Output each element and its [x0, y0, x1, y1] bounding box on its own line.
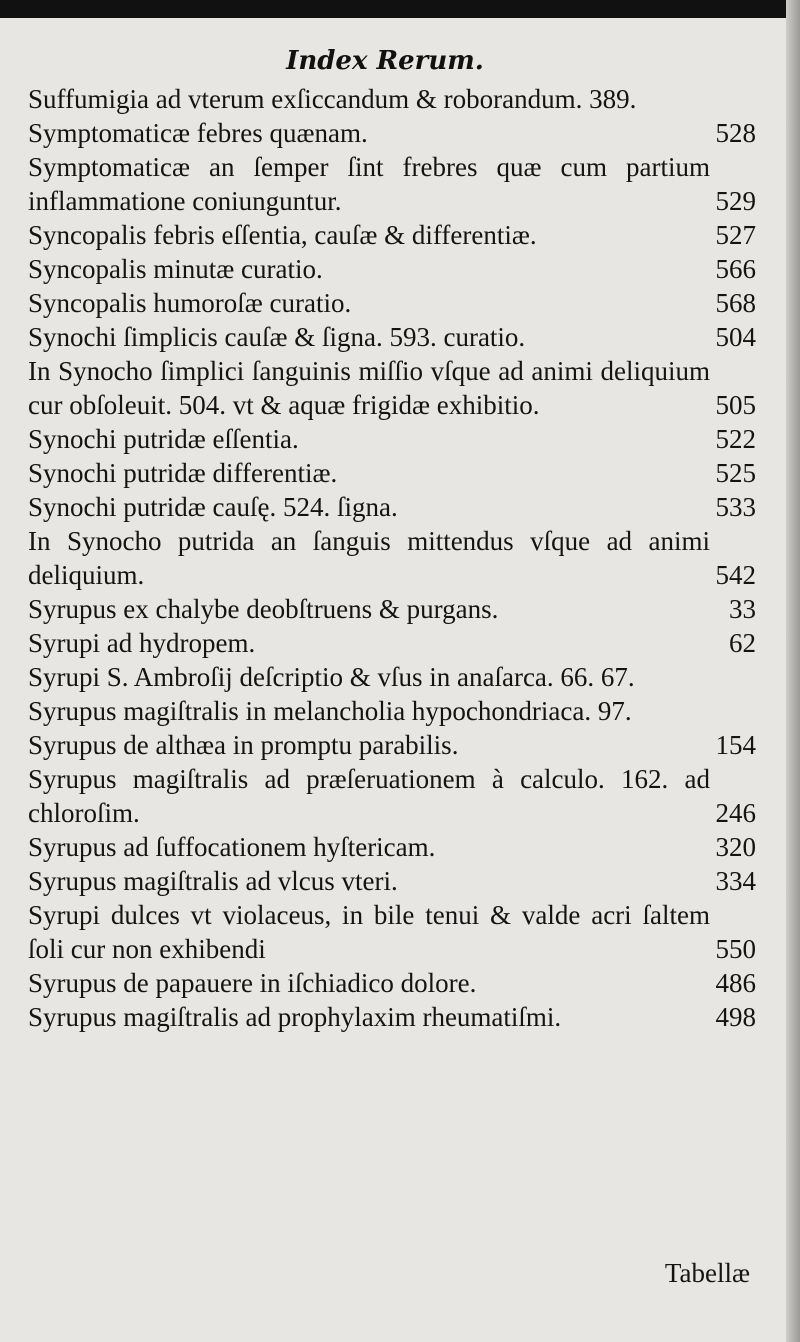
index-entry-text: Syrupus magiſtralis ad vlcus vteri. [28, 866, 398, 896]
page-top-shadow [0, 0, 800, 18]
index-entry [28, 898, 756, 966]
index-entry [28, 218, 756, 252]
index-entry-page: 334 [715, 866, 756, 896]
index-entry-text: Syrupi ad hydropem. [28, 628, 256, 658]
page-right-edge [786, 0, 800, 1342]
index-entry-text: Syrupus magiſtralis ad præſeruationem à calculo. 162. ad chloroſim. [28, 764, 710, 828]
index-entry [28, 966, 756, 1000]
index-entry-text: Syrupi dulces vt violaceus, in bile tenui & valde acri ſaltem ſoli cur non exhibendi [28, 900, 710, 964]
index-entry-text: Syrupus ex chalybe deobſtruens & purgans. [28, 594, 499, 624]
index-entry [28, 660, 756, 694]
index-entry-page: 568 [715, 288, 756, 318]
index-entry-text: Suffumigia ad vterum exſiccandum & roborandum. 389. [28, 84, 637, 114]
running-header: Index Rerum. [286, 46, 484, 76]
index-entry [28, 82, 756, 116]
index-entry-text: Synochi ſimplicis cauſæ & ſigna. 593. curatio. [28, 322, 526, 352]
index-entry-page: 505 [715, 390, 756, 420]
index-entry-page: 33 [729, 594, 756, 624]
index-entry-text: Syrupus de althæa in promptu parabilis. [28, 730, 459, 760]
index-entry-text: Syrupus de papauere in iſchiadico dolore. [28, 968, 477, 998]
index-entry [28, 354, 756, 422]
index-entry-text: Syncopalis febris eſſentia, cauſæ & differentiæ. [28, 220, 537, 250]
index-entry-page: 522 [715, 424, 756, 454]
index-entry [28, 252, 756, 286]
index-entry-text: In Synocho ſimplici ſanguinis miſſio vſque ad animi deliquium cur obſoleuit. 504. vt & aquæ frigidæ exhibitio. [28, 356, 710, 420]
index-entry-page: 550 [715, 934, 756, 964]
index-entry-page: 154 [715, 730, 756, 760]
index-entries [28, 82, 756, 1034]
index-entry [28, 422, 756, 456]
index-entry [28, 116, 756, 150]
index-entry-page: 542 [715, 560, 756, 590]
index-entry-page: 62 [729, 628, 756, 658]
index-entry-page: 566 [715, 254, 756, 284]
index-entry-text: In Synocho putrida an ſanguis mittendus vſque ad animi deliquium. [28, 526, 710, 590]
index-entry-text: Synochi putridæ cauſę. 524. ſigna. [28, 492, 398, 522]
index-entry-page: 529 [715, 186, 756, 216]
index-entry-page: 498 [715, 1002, 756, 1032]
index-entry [28, 1000, 756, 1034]
index-entry-text: Syncopalis humoroſæ curatio. [28, 288, 352, 318]
index-entry [28, 286, 756, 320]
index-entry-page: 486 [715, 968, 756, 998]
index-entry-text: Syrupus magiſtralis in melancholia hypochondriaca. 97. [28, 696, 632, 726]
index-entry-text: Syncopalis minutæ curatio. [28, 254, 323, 284]
index-entry-text: Symptomaticæ febres quænam. [28, 118, 368, 148]
index-entry-page: 320 [715, 832, 756, 862]
index-entry [28, 626, 756, 660]
index-entry [28, 830, 756, 864]
index-entry [28, 592, 756, 626]
catchword: Tabellæ [664, 1258, 750, 1288]
index-entry [28, 762, 756, 830]
index-entry-text: Symptomaticæ an ſemper ſint frebres quæ cum partium inflammatione coniunguntur. [28, 152, 710, 216]
index-entry-text: Synochi putridæ eſſentia. [28, 424, 299, 454]
index-entry-page: 527 [715, 220, 756, 250]
index-entry-text: Syrupus magiſtralis ad prophylaxim rheumatiſmi. [28, 1002, 562, 1032]
index-entry [28, 456, 756, 490]
index-entry-text: Syrupi S. Ambroſij deſcriptio & vſus in anaſarca. 66. 67. [28, 662, 635, 692]
index-entry [28, 524, 756, 592]
index-entry [28, 320, 756, 354]
index-entry-page: 533 [715, 492, 756, 522]
index-entry [28, 728, 756, 762]
index-entry-page: 525 [715, 458, 756, 488]
index-entry [28, 864, 756, 898]
index-entry [28, 490, 756, 524]
index-entry-text: Syrupus ad ſuffocationem hyſtericam. [28, 832, 436, 862]
index-entry-page: 528 [715, 118, 756, 148]
index-entry-page: 246 [715, 798, 756, 828]
index-entry-text: Synochi putridæ differentiæ. [28, 458, 338, 488]
index-entry [28, 694, 756, 728]
index-entry-page: 504 [715, 322, 756, 352]
index-entry [28, 150, 756, 218]
